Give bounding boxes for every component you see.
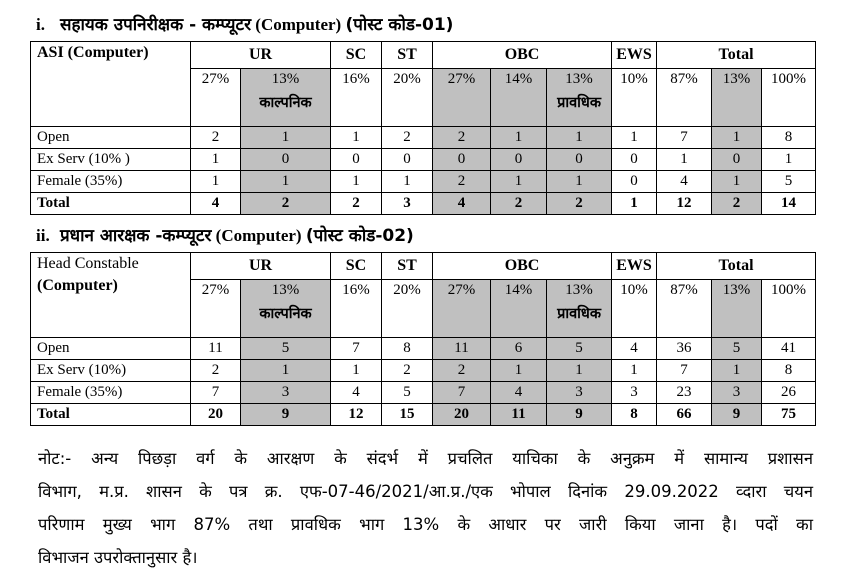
percent-cell: 27% <box>433 280 491 338</box>
group-header-sc: SC <box>331 253 382 280</box>
value-cell: 0 <box>612 171 657 193</box>
value-cell: 4 <box>191 193 241 215</box>
section-heading-asi <box>36 12 817 35</box>
table-row <box>31 338 816 360</box>
value-cell: 2 <box>191 360 241 382</box>
heading-post-code: (पोस्ट कोड-02) <box>305 226 414 246</box>
value-cell: 75 <box>762 404 816 426</box>
value-cell: 36 <box>657 338 712 360</box>
percent-cell: 14% <box>491 280 547 338</box>
corner-cell <box>31 253 191 338</box>
value-cell: 1 <box>241 360 331 382</box>
value-cell: 5 <box>712 338 762 360</box>
value-cell: 3 <box>547 382 612 404</box>
value-cell: 9 <box>547 404 612 426</box>
value-cell: 20 <box>433 404 491 426</box>
value-cell: 0 <box>382 149 433 171</box>
value-cell: 2 <box>433 171 491 193</box>
footnote <box>38 442 813 574</box>
value-cell: 4 <box>612 338 657 360</box>
value-cell: 1 <box>762 149 816 171</box>
percent-cell: 27% <box>191 69 241 127</box>
value-cell: 4 <box>491 382 547 404</box>
value-cell: 15 <box>382 404 433 426</box>
table-row <box>31 382 816 404</box>
value-cell: 0 <box>712 149 762 171</box>
value-cell: 1 <box>547 171 612 193</box>
value-cell: 1 <box>191 171 241 193</box>
percent-cell: 27% <box>191 280 241 338</box>
value-cell: 26 <box>762 382 816 404</box>
table-row <box>31 127 816 149</box>
corner-label: ASI (Computer) <box>37 44 149 61</box>
value-cell: 2 <box>433 360 491 382</box>
value-cell: 1 <box>612 360 657 382</box>
kalpanik-label: काल्पनिक <box>259 306 312 322</box>
percent-value: 13% <box>565 71 593 87</box>
value-cell: 3 <box>612 382 657 404</box>
value-cell: 2 <box>331 193 382 215</box>
value-cell: 6 <box>491 338 547 360</box>
table-row <box>31 149 816 171</box>
head-constable-vacancy-table <box>30 252 816 426</box>
value-cell: 1 <box>612 127 657 149</box>
percent-value: 13% <box>271 71 300 87</box>
group-header-st: ST <box>382 253 433 280</box>
percent-cell-kalpanik <box>241 69 331 127</box>
note-line: विभाग, म.प्र. शासन के पत्र क्र. एफ-07-46/2021/आ.प्र./एक भोपाल दिनांक 29.09.2022 व्दारा चयन <box>38 482 813 501</box>
percent-cell: 27% <box>433 69 491 127</box>
table-header-row <box>31 42 816 69</box>
value-cell: 1 <box>657 149 712 171</box>
section-index: ii. <box>36 226 50 245</box>
percent-cell: 16% <box>331 280 382 338</box>
value-cell: 5 <box>547 338 612 360</box>
value-cell: 5 <box>762 171 816 193</box>
group-header-ews: EWS <box>612 253 657 280</box>
value-cell: 1 <box>491 360 547 382</box>
value-cell: 0 <box>433 149 491 171</box>
value-cell: 7 <box>657 127 712 149</box>
value-cell: 3 <box>241 382 331 404</box>
value-cell: 7 <box>191 382 241 404</box>
section-heading-head-constable <box>36 223 817 246</box>
group-header-total: Total <box>657 42 816 69</box>
row-label: Female (35%) <box>31 171 191 193</box>
value-cell: 0 <box>241 149 331 171</box>
value-cell: 7 <box>331 338 382 360</box>
row-label: Female (35%) <box>31 382 191 404</box>
value-cell: 9 <box>712 404 762 426</box>
percent-cell: 20% <box>382 69 433 127</box>
value-cell: 1 <box>241 171 331 193</box>
value-cell: 1 <box>191 149 241 171</box>
row-label: Total <box>31 193 191 215</box>
heading-hindi-text: प्रधान आरक्षक -कम्प्यूटर <box>60 226 212 246</box>
value-cell: 1 <box>382 171 433 193</box>
note-line: विभाजन उपरोक्तानुसार है। <box>38 548 198 567</box>
value-cell: 12 <box>331 404 382 426</box>
table-row <box>31 404 816 426</box>
heading-english-text: (Computer) <box>215 226 302 245</box>
value-cell: 3 <box>382 193 433 215</box>
value-cell: 0 <box>331 149 382 171</box>
value-cell: 8 <box>762 127 816 149</box>
group-header-sc: SC <box>331 42 382 69</box>
percent-cell: 20% <box>382 280 433 338</box>
kalpanik-label: काल्पनिक <box>259 95 312 111</box>
value-cell: 1 <box>712 127 762 149</box>
value-cell: 2 <box>712 193 762 215</box>
row-label: Open <box>31 127 191 149</box>
corner-cell <box>31 42 191 127</box>
percent-cell: 14% <box>491 69 547 127</box>
value-cell: 4 <box>331 382 382 404</box>
heading-hindi-text: सहायक उपनिरीक्षक - कम्प्यूटर <box>60 15 252 35</box>
heading-english-text: (Computer) <box>255 15 342 34</box>
value-cell: 2 <box>491 193 547 215</box>
value-cell: 41 <box>762 338 816 360</box>
table-header-row <box>31 253 816 280</box>
table-row <box>31 171 816 193</box>
corner-label-line2: (Computer) <box>37 276 118 294</box>
percent-cell: 13% <box>712 69 762 127</box>
percent-value: 13% <box>565 282 593 298</box>
percent-cell-pravdhik <box>547 69 612 127</box>
percent-cell: 10% <box>612 69 657 127</box>
pravdhik-label: प्रावधिक <box>557 306 601 322</box>
value-cell: 2 <box>241 193 331 215</box>
value-cell: 0 <box>612 149 657 171</box>
group-header-obc: OBC <box>433 253 612 280</box>
value-cell: 11 <box>433 338 491 360</box>
percent-cell-pravdhik <box>547 280 612 338</box>
value-cell: 2 <box>382 360 433 382</box>
pravdhik-label: प्रावधिक <box>557 95 601 111</box>
section-index: i. <box>36 15 45 34</box>
value-cell: 1 <box>331 127 382 149</box>
row-label: Open <box>31 338 191 360</box>
value-cell: 1 <box>712 171 762 193</box>
value-cell: 4 <box>657 171 712 193</box>
value-cell: 5 <box>382 382 433 404</box>
value-cell: 7 <box>433 382 491 404</box>
percent-cell: 16% <box>331 69 382 127</box>
group-header-st: ST <box>382 42 433 69</box>
percent-cell: 87% <box>657 69 712 127</box>
row-label: Ex Serv (10% ) <box>31 149 191 171</box>
percent-cell-kalpanik <box>241 280 331 338</box>
value-cell: 2 <box>382 127 433 149</box>
percent-cell: 10% <box>612 280 657 338</box>
value-cell: 2 <box>433 127 491 149</box>
value-cell: 1 <box>331 360 382 382</box>
value-cell: 4 <box>433 193 491 215</box>
value-cell: 8 <box>382 338 433 360</box>
percent-cell: 87% <box>657 280 712 338</box>
table-row <box>31 360 816 382</box>
value-cell: 1 <box>491 171 547 193</box>
group-header-obc: OBC <box>433 42 612 69</box>
value-cell: 5 <box>241 338 331 360</box>
value-cell: 1 <box>241 127 331 149</box>
group-header-total: Total <box>657 253 816 280</box>
value-cell: 1 <box>612 193 657 215</box>
value-cell: 8 <box>762 360 816 382</box>
value-cell: 1 <box>547 360 612 382</box>
percent-value: 13% <box>271 282 300 298</box>
value-cell: 11 <box>191 338 241 360</box>
value-cell: 2 <box>191 127 241 149</box>
value-cell: 3 <box>712 382 762 404</box>
value-cell: 14 <box>762 193 816 215</box>
value-cell: 23 <box>657 382 712 404</box>
group-header-ur: UR <box>191 42 331 69</box>
group-header-ews: EWS <box>612 42 657 69</box>
value-cell: 9 <box>241 404 331 426</box>
value-cell: 8 <box>612 404 657 426</box>
note-line: नोट:- अन्य पिछड़ा वर्ग के आरक्षण के संदर्भ में प्रचलित याचिका के अनुक्रम में सामान्य प्रशासन <box>38 449 813 468</box>
table-row <box>31 193 816 215</box>
asi-vacancy-table <box>30 41 816 215</box>
value-cell: 2 <box>547 193 612 215</box>
value-cell: 7 <box>657 360 712 382</box>
value-cell: 12 <box>657 193 712 215</box>
value-cell: 20 <box>191 404 241 426</box>
value-cell: 0 <box>491 149 547 171</box>
value-cell: 0 <box>547 149 612 171</box>
row-label: Total <box>31 404 191 426</box>
value-cell: 1 <box>491 127 547 149</box>
heading-post-code: (पोस्ट कोड-01) <box>345 15 454 35</box>
value-cell: 66 <box>657 404 712 426</box>
value-cell: 1 <box>712 360 762 382</box>
percent-cell: 100% <box>762 69 816 127</box>
note-line: परिणाम मुख्य भाग 87% तथा प्रावधिक भाग 13% के आधार पर जारी किया जाना है। पदों का <box>38 515 813 534</box>
group-header-ur: UR <box>191 253 331 280</box>
percent-cell: 13% <box>712 280 762 338</box>
value-cell: 1 <box>331 171 382 193</box>
value-cell: 11 <box>491 404 547 426</box>
corner-label: Head Constable <box>37 255 139 272</box>
row-label: Ex Serv (10%) <box>31 360 191 382</box>
percent-cell: 100% <box>762 280 816 338</box>
value-cell: 1 <box>547 127 612 149</box>
